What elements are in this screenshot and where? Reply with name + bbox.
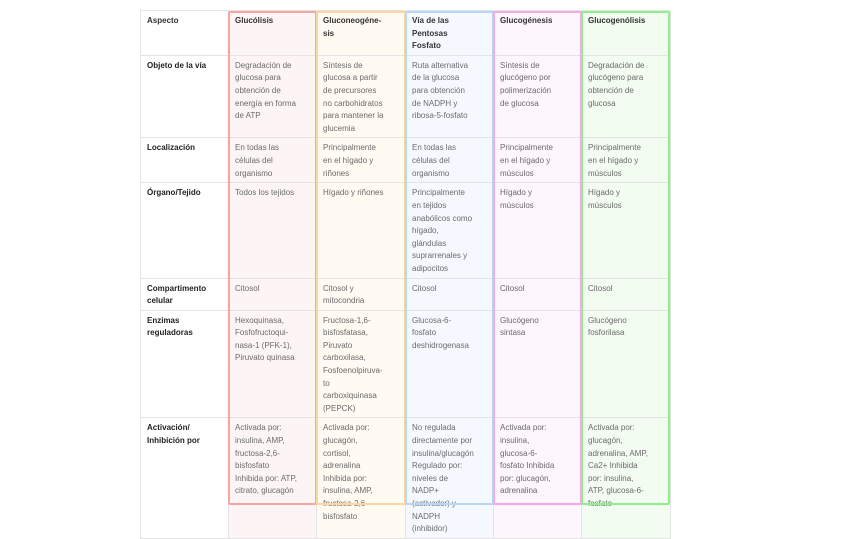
table-row xyxy=(141,278,671,310)
header-gluconeogenesis: Gluconeogéne- sis xyxy=(317,11,406,56)
cell: Citosol y mitocondria xyxy=(317,278,406,310)
cell: En todas las células del organismo xyxy=(229,138,317,183)
row-label: Órgano/Tejido xyxy=(141,183,229,278)
cell: Hígado y músculos xyxy=(494,183,582,278)
header-glucogenesis: Glucogénesis xyxy=(494,11,582,56)
comparison-table xyxy=(140,10,671,539)
cell: Activada por: insulina, glucosa-6- fosfato Inhibida por: glucagón, adrenalina xyxy=(494,418,582,538)
header-aspecto: Aspecto xyxy=(141,11,229,56)
row-label: Compartimento celular xyxy=(141,278,229,310)
header-row xyxy=(141,11,671,56)
table-row xyxy=(141,55,671,138)
table-row xyxy=(141,418,671,538)
cell: Ruta alternativa de la glucosa para obtención de NADPH y ribosa-5-fosfato xyxy=(406,55,494,138)
cell: Hexoquinasa, Fosfofructoqui- nasa-1 (PFK-1), Piruvato quinasa xyxy=(229,310,317,418)
header-glucolisis: Glucólisis xyxy=(229,11,317,56)
cell: Glucosa-6- fosfato deshidrogenasa xyxy=(406,310,494,418)
row-label: Activación/ Inhibición por xyxy=(141,418,229,538)
cell: Hígado y músculos xyxy=(582,183,671,278)
cell: Citosol xyxy=(494,278,582,310)
cell: En todas las células del organismo xyxy=(406,138,494,183)
table-row xyxy=(141,138,671,183)
header-glucogenolisis: Glucogenólisis xyxy=(582,11,671,56)
cell: Degradación de glucógeno para obtención de glucosa xyxy=(582,55,671,138)
cell: Citosol xyxy=(582,278,671,310)
cell: Fructosa-1,6- bisfosfatasa, Piruvato carboxilasa, Fosfoenolpiruva- to carboxiquinasa (PEPCK) xyxy=(317,310,406,418)
cell: Síntesis de glucosa a partir de precursores no carbohidratos para mantener la glucemia xyxy=(317,55,406,138)
cell: No regulada directamente por insulina/glucagón Regulado por: niveles de NADP+ (activador) y NADPH (inhibidor) xyxy=(406,418,494,538)
cell: Citosol xyxy=(229,278,317,310)
row-label: Localización xyxy=(141,138,229,183)
row-label: Objeto de la vía xyxy=(141,55,229,138)
cell: Hígado y riñones xyxy=(317,183,406,278)
cell: Activada por: glucagón, cortisol, adrenalina Inhibida por: insulina, AMP, fructosa-2,6- bisfosfato xyxy=(317,418,406,538)
cell: Activada por: glucagón, adrenalina, AMP, Ca2+ Inhibida por: insulina, ATP, glucosa-6- fosfato xyxy=(582,418,671,538)
table-row xyxy=(141,310,671,418)
table-row xyxy=(141,183,671,278)
cell: Principalmente en el hígado y músculos xyxy=(582,138,671,183)
cell: Principalmente en tejidos anabólicos como hígado, glándulas suprarrenales y adipocitos xyxy=(406,183,494,278)
cell: Glucógeno fosforilasa xyxy=(582,310,671,418)
header-pentosas: Vía de las Pentosas Fosfato xyxy=(406,11,494,56)
cell: Principalmente en el hígado y músculos xyxy=(494,138,582,183)
cell: Activada por: insulina, AMP, fructosa-2,6- bisfosfato Inhibida por: ATP, citrato, glucagón xyxy=(229,418,317,538)
cell: Principalmente en el hígado y riñones xyxy=(317,138,406,183)
cell: Glucógeno sintasa xyxy=(494,310,582,418)
row-label: Enzimas reguladoras xyxy=(141,310,229,418)
cell: Citosol xyxy=(406,278,494,310)
cell: Todos los tejidos xyxy=(229,183,317,278)
cell: Degradación de glucosa para obtención de energía en forma de ATP xyxy=(229,55,317,138)
cell: Síntesis de glucógeno por polimerización de glucosa xyxy=(494,55,582,138)
